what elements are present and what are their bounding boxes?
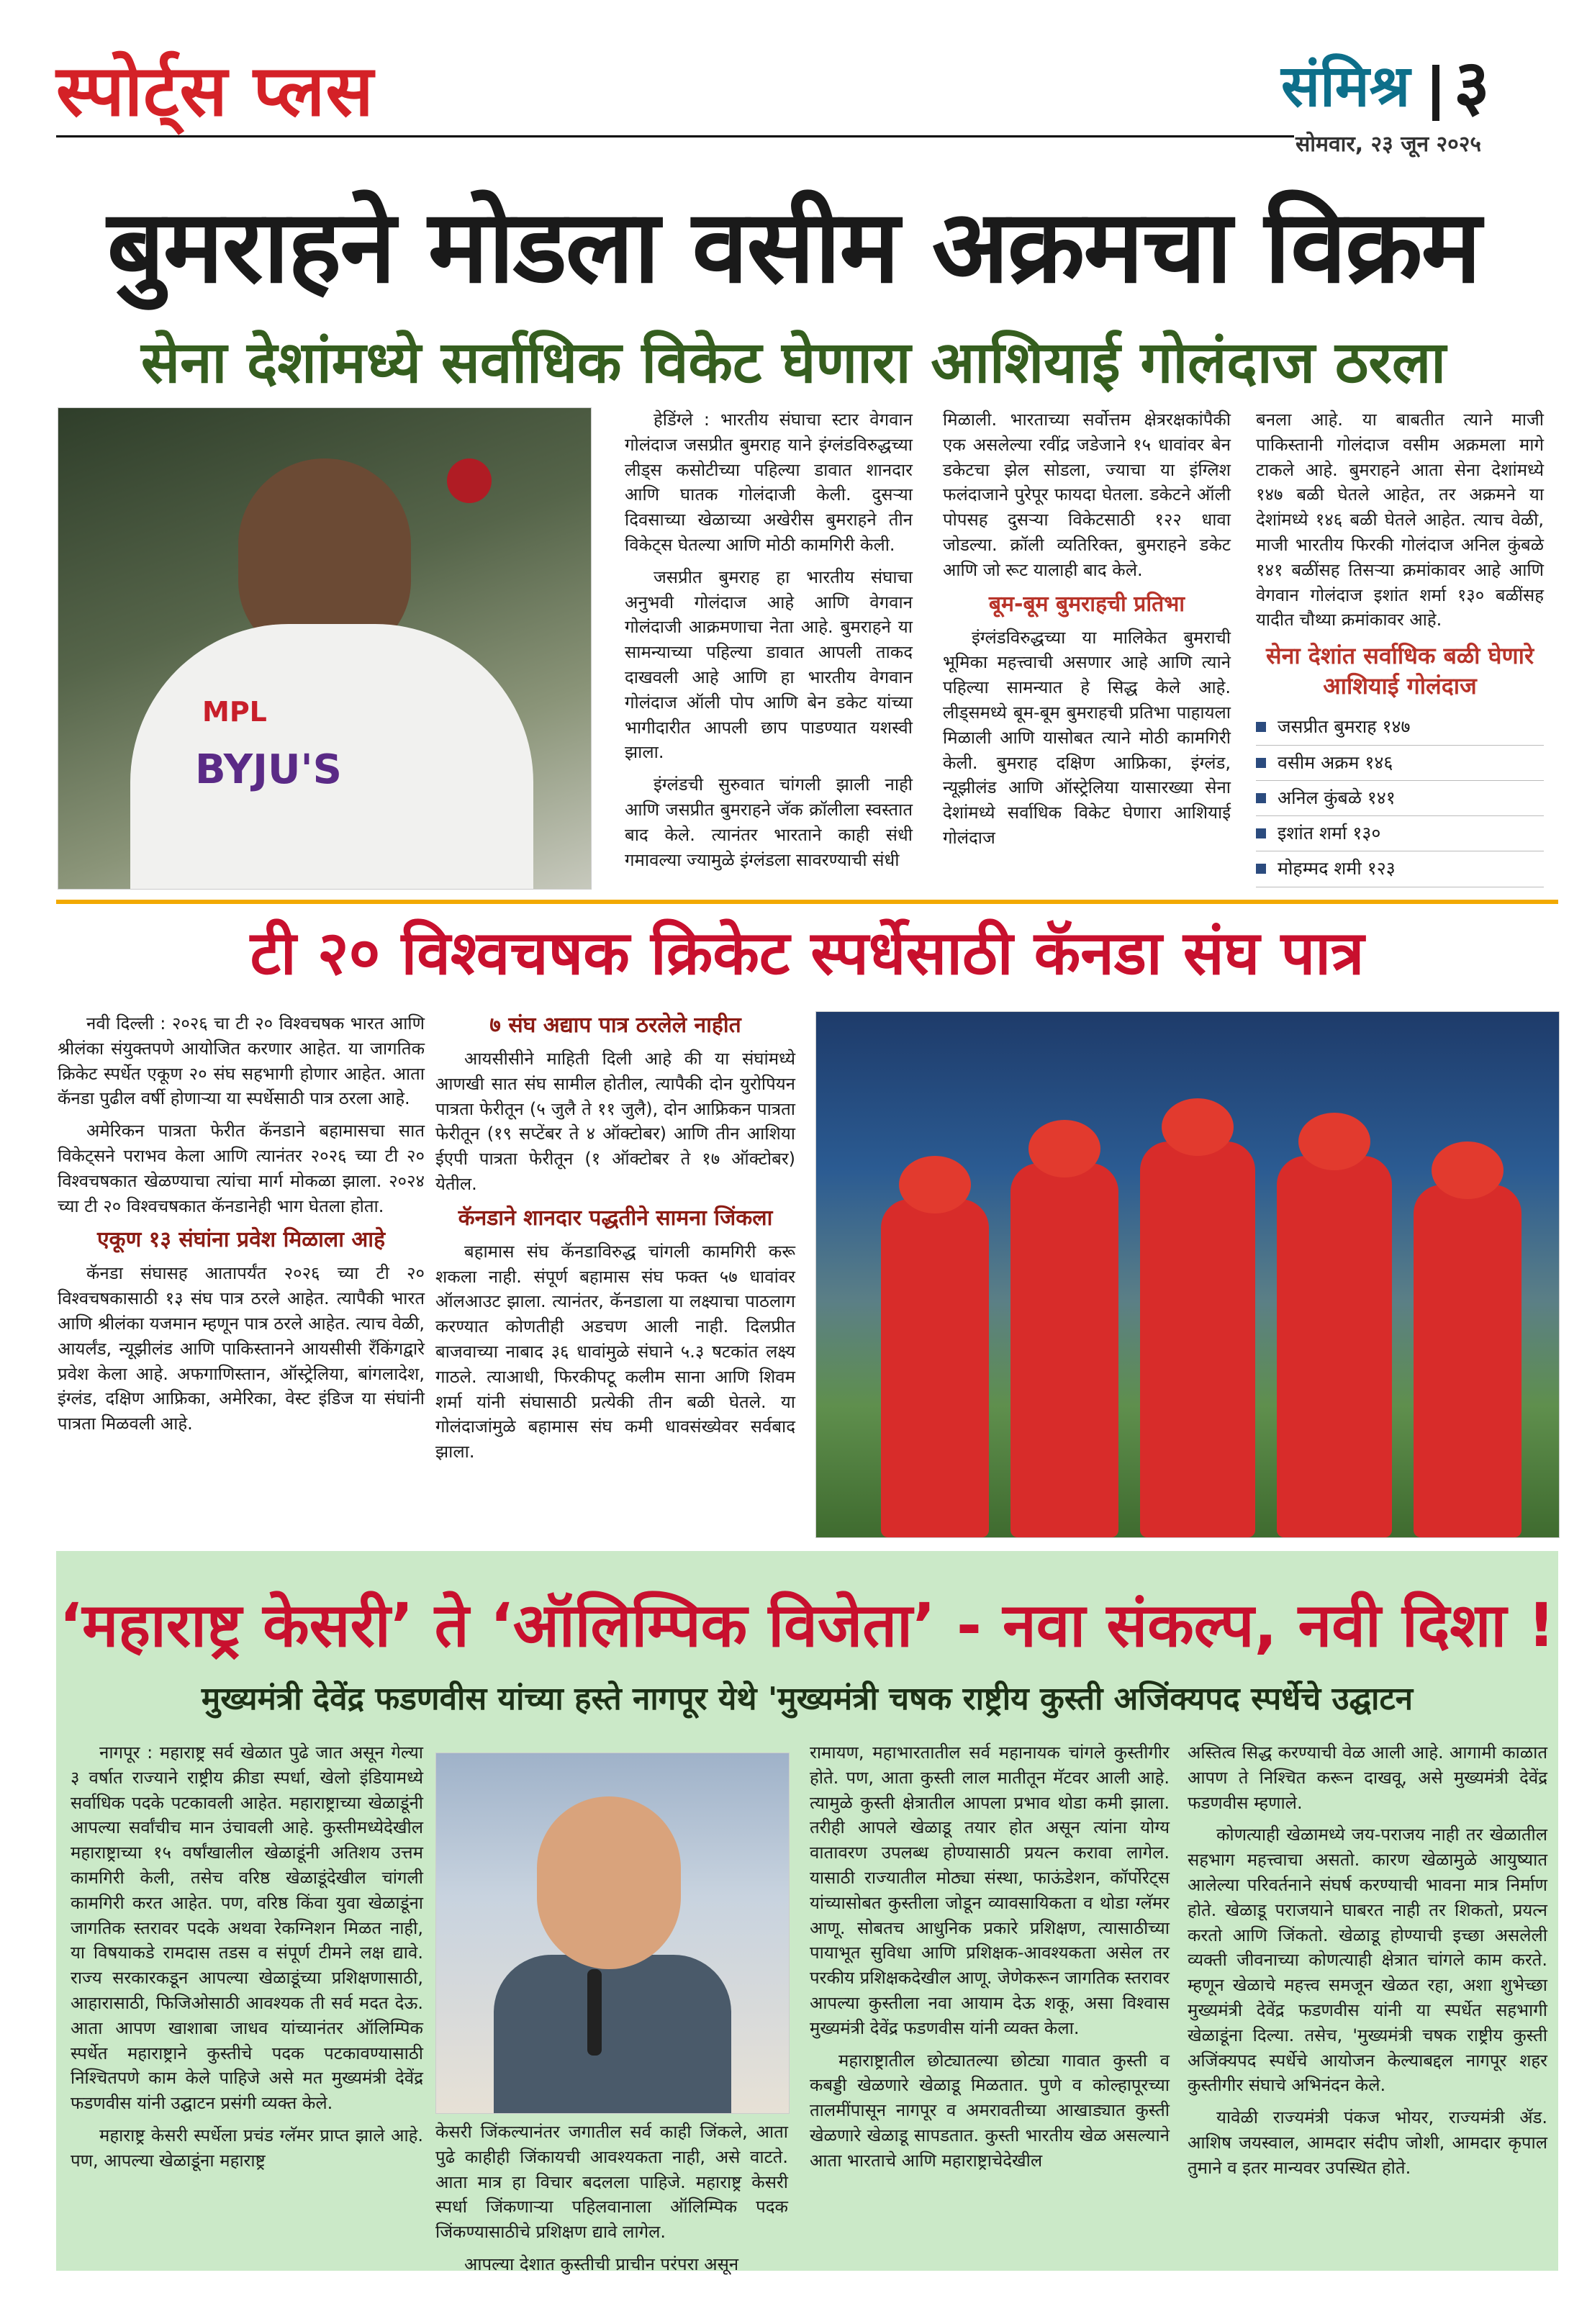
paragraph: आयसीसीने माहिती दिली आहे की या संघांमध्ये आणखी सात संघ सामील होतील, त्यापैकी दोन युरोपियन पात्रता फेरीतून (५ जुलै ते ११ जुलै), दोन आफ्रिकन पात्रता फेरीतून (१९ सप्टेंबर ते ४ ऑक्टोबर) आणि तीन आशिया ईएपी पात्रता फेरीतून (१ ऑक्टोबर ते १७ ऑक्टोबर) येतील. <box>435 1049 795 1194</box>
section-divider <box>56 900 1558 904</box>
paragraph: कोणत्याही खेळामध्ये जय-पराजय नाही तर खेळातील सहभाग महत्त्वाचा असतो. कारण खेळामुळे आयुष्यात आलेल्या परिवर्तनाने संघर्ष करण्याची भावना मात्र निर्माण होते. खेळाडू पराजयाने घाबरत नाही तर शिकतो, प्रयत्न करतो आणि जिंकतो. खेळाडू होण्याची इच्छा असलेली व्यक्ती जीवनाच्या कोणत्याही क्षेत्रात चांगले काम करते. म्हणून खेळाचे महत्त्व समजून खेळत रहा, अशा शुभेच्छा मुख्यमंत्री देवेंद्र फडणवीस यांनी या स्पर्धेत सहभागी खेळाडूंना दिल्या. तसेच, 'मुख्यमंत्री चषक राष्ट्रीय कुस्ती अजिंक्यपद स्पर्धेचे आयोजन केल्याबद्दल नागपूर शहर कुस्तीगीर संघाचे अभिनंदन केले. <box>1188 1825 1548 2096</box>
masthead-rule <box>56 135 1294 137</box>
story2-subhead: एकूण १३ संघांना प्रवेश मिळाला आहे <box>96 1227 386 1253</box>
section-divider-bar <box>1432 65 1439 121</box>
square-bullet-icon <box>1256 722 1266 732</box>
paragraph: नागपूर : महाराष्ट्र सर्व खेळात पुढे जात असून गेल्या ३ वर्षात राज्याने राष्ट्रीय क्रीडा स्पर्धा, खेलो इंडियामध्ये सर्वाधिक पदके पटकावली आहेत. महाराष्ट्राच्या खेळाडूंनी आपल्या सर्वांचीच मान उंचावली आहे. कुस्तीमध्येदेखील महाराष्ट्राच्या १५ वर्षांखालील खेळाडूंनी अतिशय उत्तम कामगिरी केली, तसेच वरिष्ठ खेळाडूंदेखील चांगली कामगिरी करत आहेत. पण, वरिष्ठ किंवा युवा खेळाडूंना जागतिक स्तरावर पदके अथवा रेकग्निशन मिळत नाही, या विषयाकडे रामदास तडस व संपूर्ण टीमने लक्ष द्यावे. राज्य सरकारकडून आपल्या खेळाडूंच्या प्रशिक्षणासाठी, आहारासाठी, फिजिओसाठी आवश्यक ती सर्व मदत देऊ. आता आपण खाशाबा जाधव यांच्यानंतर ऑलिम्पिक स्पर्धेत महाराष्ट्राने कुस्तीचे पदक पटकावण्यासाठी निश्चितपणे काम केले पाहिजे असे मत मुख्यमंत्री देवेंद्र फडणवीस यांनी उद्घाटन प्रसंगी व्यक्त केले. <box>71 1742 423 2114</box>
list-item <box>1256 710 1544 745</box>
person-face-shape <box>537 1796 681 1969</box>
list-item-text: जसप्रीत बुमराह १४७ <box>1278 716 1411 738</box>
paragraph: कॅनडा संघासह आतापर्यंत २०२६ च्या टी २० विश्वचषकासाठी १३ संघ पात्र ठरले आहेत. त्यापैकी भारत आणि श्रीलंका यजमान म्हणून पात्र ठरले आहेत. त्याच वेळी, आयर्लंड, न्यूझीलंड आणि पाकिस्तानने आयसीसी रँकिंगद्वारे प्रवेश केला आहे. अफगाणिस्तान, ऑस्ट्रेलिया, बांगलादेश, इंग्लंड, दक्षिण आफ्रिका, अमेरिका, वेस्ट इंडिज या संघांनी पात्रता मिळवली आहे. <box>58 1263 425 1434</box>
player-shape <box>1010 1163 1118 1537</box>
paragraph: आपल्या देशात कुस्तीची प्राचीन परंपरा असून <box>464 2253 739 2274</box>
player-shape <box>881 1199 989 1537</box>
story3-column-4 <box>1188 1740 1547 2188</box>
story2-column-1 <box>58 1011 425 1444</box>
issue-date: सोमवार, २३ जून २०२५ <box>1296 132 1481 157</box>
masthead-title: स्पोर्ट्स प्लस <box>56 50 374 132</box>
section-name: संमिश्र <box>1281 53 1411 119</box>
square-bullet-icon <box>1256 864 1266 874</box>
story3-headline: ‘महाराष्ट्र केसरी’ ते ‘ऑलिम्पिक विजेता’ - नवा संकल्प, नवी दिशा ! <box>59 1590 1555 1660</box>
story2-subhead: कॅनडाने शानदार पद्धतीने सामना जिंकला <box>458 1205 773 1231</box>
story1-subhead: बूम-बूम बुमराहची प्रतिभा <box>988 591 1185 617</box>
player-shape <box>1414 1185 1522 1537</box>
list-item <box>1256 851 1544 887</box>
list-item <box>1256 746 1544 781</box>
canada-team-photo <box>815 1011 1560 1538</box>
paragraph: इंग्लंडची सुरुवात चांगली झाली नाही आणि जसप्रीत बुमराहने जॅक क्रॉलीला स्वस्तात बाद केले. त्यानंतर भारताने काही संधी गमावल्या ज्यामुळे इंग्लंडला सावरण्याची संधी <box>625 774 913 870</box>
story1-column-3 <box>1256 407 1544 887</box>
paragraph: महाराष्ट्रातील छोट्यातल्या छोट्या गावात कुस्ती व कबड्डी खेळणारे खेळाडू मिळतात. पुणे व कोल्हापूरच्या तालमींपासून नागपूर व अमरावतीच्या आखाड्यात कुस्ती खेळणारे खेळाडू सापडतात. कुस्ती भारतीय खेळ असल्याने आता भारताचे आणि महाराष्ट्राचेदेखील <box>810 2050 1170 2171</box>
story1-headline: बुमराहने मोडला वसीम अक्रमचा विक्रम <box>107 189 1480 306</box>
top-wicket-takers-list <box>1256 710 1544 887</box>
list-item-text: वसीम अक्रम १४६ <box>1278 751 1393 773</box>
square-bullet-icon <box>1256 793 1266 803</box>
story3-column-2 <box>435 2120 788 2284</box>
paragraph: बनला आहे. या बाबतीत त्याने माजी पाकिस्तानी गोलंदाज वसीम अक्रमला मागे टाकले आहे. बुमराहने आता सेना देशांमध्ये १४७ बळी घेतले आहेत, तर अक्रमने या देशांमध्ये १४६ बळी घेतले आहेत. त्याच वेळी, माजी भारतीय फिरकी गोलंदाज अनिल कुंबळे १४१ बळींसह तिसऱ्या क्रमांकावर आहे आणि वेगवान गोलंदाज इशांत शर्मा १३० बळींसह यादीत चौथ्या क्रमांकावर आहे. <box>1256 410 1544 630</box>
list-item-text: अनिल कुंबळे १४१ <box>1278 787 1396 808</box>
story1-column-2 <box>943 407 1231 858</box>
top-wicket-takers-title: सेना देशांत सर्वाधिक बळी घेणारे आशियाई गोलंदाज <box>1265 642 1534 700</box>
list-item-text: मोहम्मद शमी १२३ <box>1278 858 1396 880</box>
story1-column-1 <box>625 407 913 880</box>
mpl-logo: MPL <box>202 696 267 728</box>
person-vest-shape <box>494 1955 731 2114</box>
list-item-text: इशांत शर्मा १३० <box>1278 823 1381 844</box>
player-hat-shape <box>1028 1120 1100 1177</box>
paragraph: केसरी जिंकल्यानंतर जगातील सर्व काही जिंकले, आता पुढे काहीही जिंकायची आवश्यकता नाही, असे वाटते. आता मात्र हा विचार बदलला पाहिजे. महाराष्ट्र केसरी स्पर्धा जिंकणाऱ्या पहिलवानाला ऑलिम्पिक पदक जिंकण्यासाठीचे प्रशिक्षण द्यावे लागेल. <box>435 2122 788 2243</box>
cricket-ball-icon <box>447 458 492 503</box>
player-shape <box>1140 1141 1255 1537</box>
paragraph: इंग्लंडविरुद्धच्या या मालिकेत बुमराची भूमिका महत्त्वाची असणार आहे आणि त्याने पहिल्या सामन्यात हे सिद्ध केले आहे. लीड्समध्ये बूम-बूम बुमराहची प्रतिभा पाहायला मिळाली आणि यासोबत त्याने मोठी कामगिरी केली. बुमराह दक्षिण आफ्रिका, इंग्लंड, न्यूझीलंड आणि ऑस्ट्रेलिया यासारख्या सेना देशांमध्ये सर्वाधिक विकेट घेणारा आशियाई गोलंदाज <box>943 627 1231 848</box>
paragraph: हेडिंग्ले : भारतीय संघाचा स्टार वेगवान गोलंदाज जसप्रीत बुमराह याने इंग्लंडविरुद्धच्या लीड्स कसोटीच्या पहिल्या डावात शानदार आणि घातक गोलंदाजी केली. दुसऱ्या दिवसाच्या खेळाच्या अखेरीस बुमराहने तीन विकेट्स घेतल्या आणि मोठी कामगिरी केली. <box>625 410 913 555</box>
story2-column-2 <box>435 1011 795 1472</box>
fadnavis-photo <box>435 1753 790 2114</box>
player-shape <box>1277 1156 1392 1537</box>
list-item <box>1256 781 1544 816</box>
paragraph: जसप्रीत बुमराह हा भारतीय संघाचा अनुभवी गोलंदाज आहे आणि वेगवान गोलंदाजी आक्रमणाचा नेता आहे. बुमराहने या सामन्याच्या पहिल्या डावात आपली ताकद दाखवली आहे आणि हा भारतीय वेगवान गोलंदाज ऑली पोप आणि बेन डकेट यांच्या भागीदारीत आपली छाप पाडण्यात यशस्वी झाला. <box>625 566 913 763</box>
byjus-logo: BYJU'S <box>195 746 342 793</box>
story1-subheadline: सेना देशांमध्ये सर्वाधिक विकेट घेणारा आशियाई गोलंदाज ठरला <box>141 329 1446 396</box>
story3-column-3 <box>810 1740 1170 2181</box>
paragraph: मिळाली. भारताच्या सर्वोत्तम क्षेत्ररक्षकांपैकी एक असलेल्या रवींद्र जडेजाने १५ धावांवर बेन डकेटचा झेल सोडला, ज्याचा या इंग्लिश फलंदाजाने पुरेपूर फायदा घेतला. डकेटने ऑली पोपसह दुसऱ्या विकेटसाठी १२२ धावा जोडल्या. क्रॉली व्यतिरिक्त, बुमराहने डकेट आणि जो रूट यालाही बाद केले. <box>943 410 1231 580</box>
paragraph: महाराष्ट्र केसरी स्पर्धेला प्रचंड ग्लॅमर प्राप्त झाले आहे. पण, आपल्या खेळाडूंना महाराष्ट्र <box>71 2125 423 2171</box>
list-item <box>1256 816 1544 851</box>
story3-subheadline: मुख्यमंत्री देवेंद्र फडणवीस यांच्या हस्ते नागपूर येथे 'मुख्यमंत्री चषक राष्ट्रीय कुस्ती अजिंक्यपद स्पर्धेचे उद्घाटन <box>201 1681 1414 1717</box>
player-hat-shape <box>1162 1098 1234 1156</box>
square-bullet-icon <box>1256 828 1266 838</box>
paragraph: अमेरिकन पात्रता फेरीत कॅनडाने बहामासचा सात विकेट्सने पराभव केला आणि त्यानंतर २०२६ च्या टी २० विश्वचषकात खेळण्याचा त्यांचा मार्ग मोकळा झाला. २०२४ च्या टी २० विश्वचषकात कॅनडानेही भाग घेतला होता. <box>58 1121 425 1216</box>
paragraph: रामायण, महाभारतातील सर्व महानायक चांगले कुस्तीगीर होते. पण, आता कुस्ती लाल मातीतून मॅटवर आली आहे. त्यामुळे कुस्ती क्षेत्रातील आपला प्रभाव थोडा कमी झाला. तरीही आपले खेळाडू तयार होत असून त्यांना योग्य वातावरण उपलब्ध होण्यासाठी प्रयत्न करावा लागेल. यासाठी राज्यातील मोठ्या संस्था, फाऊंडेशन, कॉर्पोरेट्स यांच्यासोबत कुस्तीला जोडून व्यावसायिकता व थोडा ग्लॅमर आणू. सोबतच आधुनिक प्रकारे प्रशिक्षण, त्यासाठीच्या पायाभूत सुविधा आणि प्रशिक्षक-आवश्यकता असेल तर परकीय प्रशिक्षकदेखील आणू. जेणेकरून जागतिक स्तरावर आपल्या कुस्तीला नवा आयाम देऊ शकू, असा विश्वास मुख्यमंत्री देवेंद्र फडणवीस यांनी व्यक्त केला. <box>810 1742 1170 2038</box>
paragraph: नवी दिल्ली : २०२६ चा टी २० विश्वचषक भारत आणि श्रीलंका संयुक्तपणे आयोजित करणार आहेत. या जागतिक क्रिकेट स्पर्धेत एकूण २० संघ सहभागी होणार आहेत. आता कॅनडा पुढील वर्षी होणाऱ्या या स्पर्धेसाठी पात्र ठरला आहे. <box>58 1013 425 1109</box>
player-hat-shape <box>1298 1113 1370 1170</box>
page-number: ३ <box>1454 45 1490 125</box>
microphone-icon <box>587 1969 602 2056</box>
paragraph: अस्तित्व सिद्ध करण्याची वेळ आली आहे. आगामी काळात आपण ते निश्चित करून दाखवू, असे मुख्यमंत्री देवेंद्र फडणवीस म्हणाले. <box>1188 1742 1547 1813</box>
player-hat-shape <box>1432 1141 1504 1199</box>
paragraph: यावेळी राज्यमंत्री पंकज भोयर, राज्यमंत्री ॲड. आशिष जयस्वाल, आमदार संदीप जोशी, आमदार कृपाल तुमाने व इतर मान्यवर उपस्थित होते. <box>1188 2107 1547 2178</box>
bumrah-photo <box>58 407 592 890</box>
story3-column-1 <box>71 1740 423 2181</box>
story2-subhead: ७ संघ अद्याप पात्र ठरलेले नाहीत <box>489 1013 741 1038</box>
square-bullet-icon <box>1256 758 1266 768</box>
story2-headline: टी २० विश्वचषक क्रिकेट स्पर्धेसाठी कॅनडा संघ पात्र <box>250 918 1365 988</box>
paragraph: बहामास संघ कॅनडाविरुद्ध चांगली कामगिरी करू शकला नाही. संपूर्ण बहामास संघ फक्त ५७ धावांवर ऑलआउट झाला. त्यानंतर, कॅनडाला या लक्ष्याचा पाठलाग करण्यात कोणतीही अडचण आली नाही. दिलप्रीत बाजवाच्या नाबाद ३६ धावांमुळे संघाने ५.३ षटकांत लक्ष्य गाठले. त्याआधी, फिरकीपटू कलीम साना आणि शिवम शर्मा यांनी संघासाठी प्रत्येकी तीन बळी घेतले. या गोलंदाजांमुळे बहामास संघ कमी धावसंख्येवर सर्वबाद झाला. <box>435 1241 795 1462</box>
player-hat-shape <box>899 1156 971 1213</box>
